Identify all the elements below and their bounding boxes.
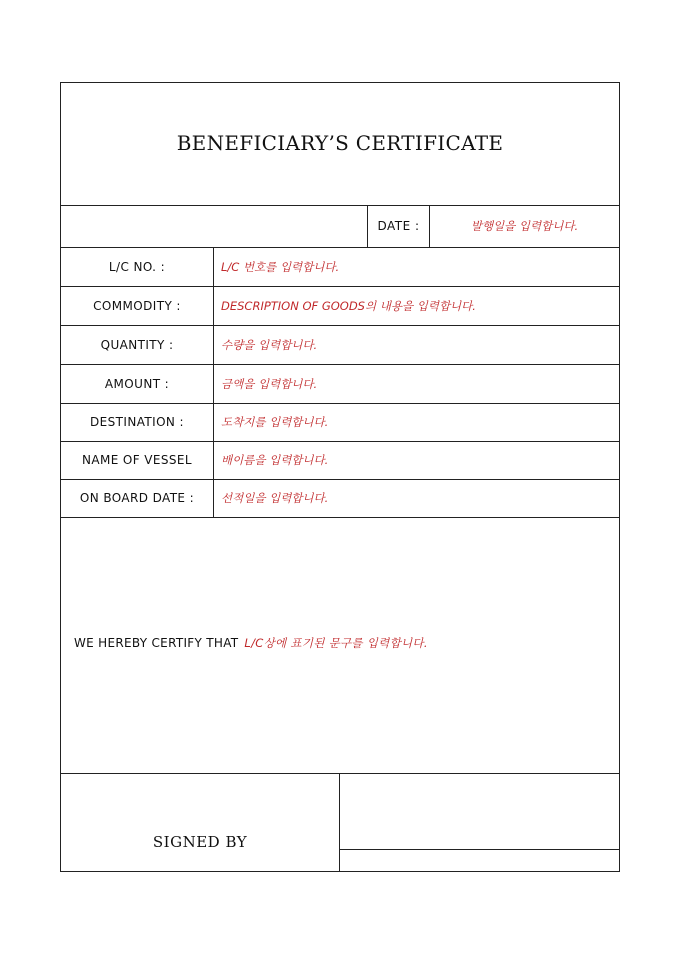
field-value-destination: 도착지를 입력합니다.: [221, 415, 329, 429]
field-row-destination: [61, 403, 619, 442]
field-row-on-board-date: [61, 479, 619, 518]
certificate-form: [60, 82, 620, 872]
date-row: [61, 206, 619, 248]
field-row-quantity: [61, 326, 619, 365]
certify-prefix: WE HEREBY CERTIFY THAT: [74, 636, 239, 650]
signature-name-line: [340, 850, 619, 871]
field-value-amount: 금액을 입력합니다.: [221, 377, 318, 391]
field-value-on-board-date: 선적일을 입력합니다.: [221, 491, 329, 505]
field-label-vessel: NAME OF VESSEL: [61, 441, 214, 479]
field-label-destination: DESTINATION :: [61, 403, 214, 441]
title-area: [61, 83, 619, 206]
signed-by-label: SIGNED BY: [152, 833, 248, 851]
field-value-lc-no: L/C 번호를 입력합니다.: [221, 260, 340, 274]
field-label-lc-no: L/C NO. :: [61, 248, 214, 286]
certify-statement: [74, 635, 428, 651]
field-row-amount: [61, 365, 619, 404]
date-label: DATE :: [367, 206, 430, 247]
certify-area: [61, 518, 619, 774]
document-title: BENEFICIARY’S CERTIFICATE: [176, 131, 504, 155]
signature-label-cell: [61, 774, 340, 871]
field-label-amount: AMOUNT :: [61, 365, 214, 403]
field-row-lc-no: [61, 248, 619, 287]
certify-fill: L/C상에 표기된 문구를 입력합니다.: [244, 636, 428, 650]
field-value-vessel: 배이름을 입력합니다.: [221, 453, 329, 467]
field-row-commodity: [61, 287, 619, 326]
field-label-commodity: COMMODITY :: [61, 287, 214, 325]
field-label-on-board-date: ON BOARD DATE :: [61, 479, 214, 517]
signature-box: [340, 774, 619, 850]
field-value-quantity: 수량을 입력합니다.: [221, 338, 318, 352]
date-value: 발행일을 입력합니다.: [470, 219, 579, 233]
field-label-quantity: QUANTITY :: [61, 326, 214, 364]
field-row-vessel: [61, 441, 619, 480]
field-value-commodity: DESCRIPTION OF GOODS의 내용을 입력합니다.: [221, 299, 476, 313]
